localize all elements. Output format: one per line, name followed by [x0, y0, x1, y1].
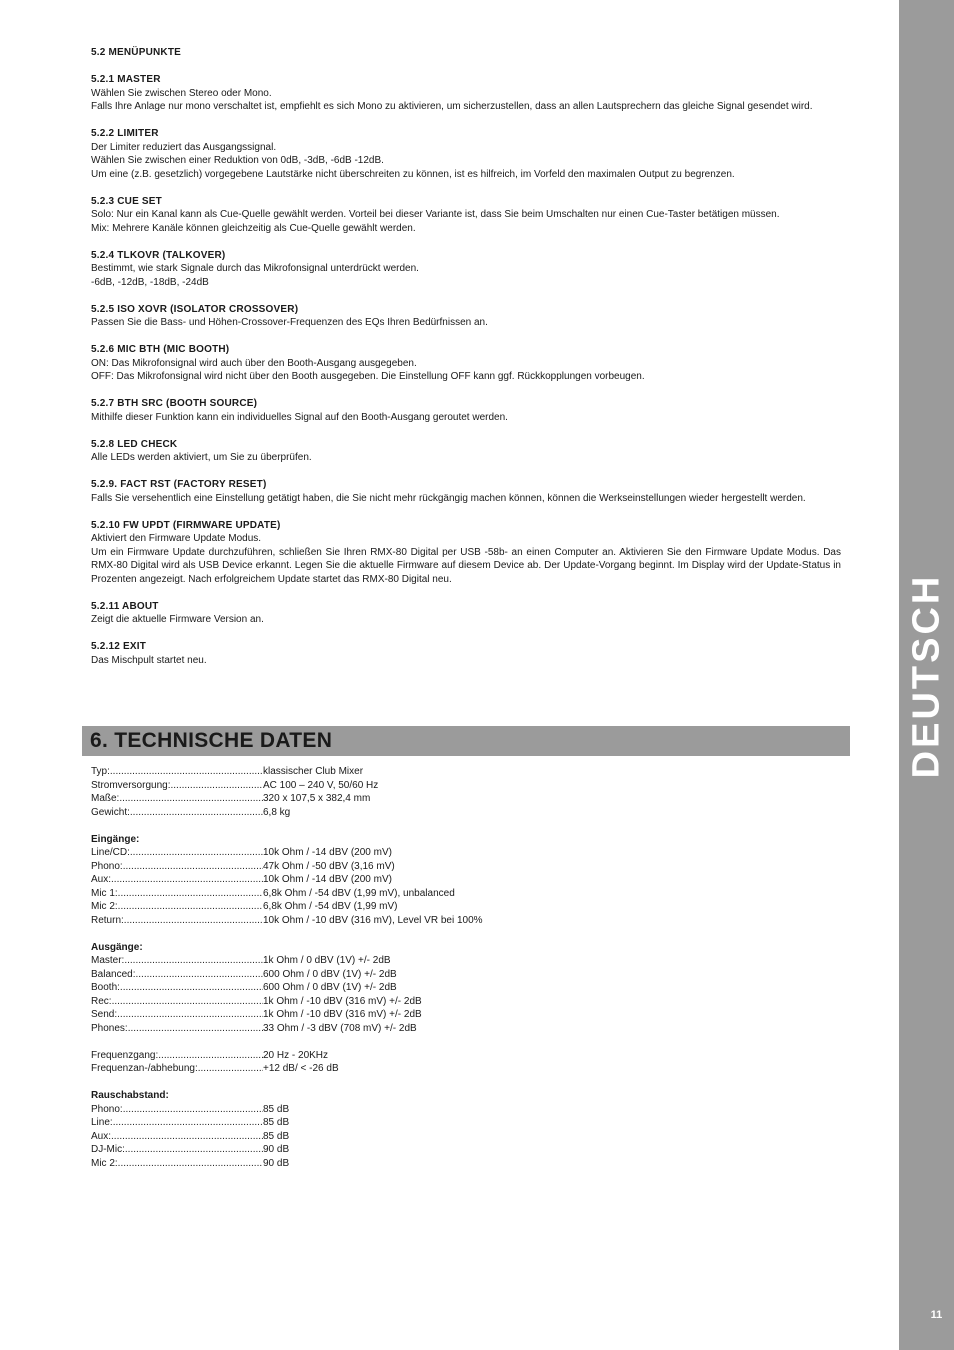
spec-row — [91, 1008, 591, 1022]
spec-list — [91, 765, 591, 1184]
spec-label: Phones: — [91, 1022, 128, 1034]
section-text: Falls Ihre Anlage nur mono verschaltet ist, empfiehlt es sich Mono zu aktivieren, um sicherzustellen, dass an allen Lautsprechern das gleiche Signal gesendet wird. — [91, 101, 813, 112]
spec-label-cell — [91, 1157, 263, 1171]
spec-value: 1k Ohm / -10 dBV (316 mV) +/- 2dB — [263, 995, 422, 1007]
spec-label-cell — [91, 792, 263, 806]
spec-label: Rec: — [91, 995, 112, 1007]
section-text: Mithilfe dieser Funktion kann ein individuelles Signal auf den Booth-Ausgang geroutet werden. — [91, 411, 508, 423]
section-title: 5.2 MENÜPUNKTE — [91, 47, 182, 58]
spec-label-cell — [91, 968, 263, 982]
spec-label-cell — [91, 900, 263, 914]
spec-value: 1k Ohm / 0 dBV (1V) +/- 2dB — [263, 955, 391, 966]
section-text: Um eine (z.B. gesetzlich) vorgegebene Lautstärke nicht überschreiten zu können, ist es hilfreich, im Vorfeld den maximalen Output zu begrenzen. — [91, 168, 735, 180]
spec-label-cell — [91, 914, 263, 928]
language-sidebar — [899, 0, 954, 1350]
spec-label: Phono: — [91, 860, 123, 872]
section-text: Alle LEDs werden aktiviert, um Sie zu überprüfen. — [91, 452, 312, 463]
section-title: 5.2.4 TLKOVR (TALKOVER) — [91, 249, 226, 261]
menu-section — [91, 249, 841, 290]
spec-label-cell — [91, 860, 263, 874]
spec-label: Mic 1: — [91, 887, 118, 899]
spec-label: Phono: — [91, 1103, 123, 1115]
spec-value: 1k Ohm / -10 dBV (316 mV) +/- 2dB — [263, 1009, 422, 1020]
spec-row — [91, 1130, 591, 1144]
section-text: Das Mischpult startet neu. — [91, 654, 207, 666]
section-text: Um ein Firmware Update durchzuführen, schließen Sie Ihren RMX-80 Digital per USB -58b- an einen Computer an. Aktivieren Sie den Firmware Update Modus. Das RMX-80 Digital wird als USB Device erkannt. Legen Sie die aktuelle Firmware auf diesem Device ab. Der Update-Vorgang beginnt. Im Display wird der Update-Status in Prozenten angezeigt. Nach erfolgreichem Update startet das RMX-80 Digital neu. — [91, 546, 841, 585]
spec-row — [91, 1062, 591, 1076]
spec-label-cell — [91, 806, 263, 820]
spec-value: 47k Ohm / -50 dBV (3,16 mV) — [263, 860, 395, 872]
spec-row — [91, 860, 591, 874]
spec-label: Line/CD: — [91, 847, 130, 858]
section-text: Wählen Sie zwischen einer Reduktion von 0dB, -3dB, -6dB -12dB. — [91, 155, 384, 166]
spec-value: 90 dB — [263, 1144, 290, 1155]
menu-section — [91, 343, 841, 384]
spec-label-cell — [91, 765, 263, 779]
menu-sections — [91, 46, 841, 681]
spec-value: 33 Ohm / -3 dBV (708 mV) +/- 2dB — [263, 1022, 417, 1034]
spec-label: Send: — [91, 1009, 118, 1020]
spec-row — [91, 779, 591, 793]
dot-leader — [124, 954, 263, 968]
spec-label: Balanced: — [91, 968, 136, 980]
dot-leader — [128, 1022, 263, 1036]
spec-label: Master: — [91, 955, 125, 966]
menu-section — [91, 127, 841, 181]
section-title: 5.2.8 LED CHECK — [91, 438, 178, 450]
spec-label-cell — [91, 1008, 263, 1022]
section-text: Passen Sie die Bass- und Höhen-Crossover-Frequenzen des EQs Ihren Bedürfnissen an. — [91, 317, 488, 328]
spec-label: Aux: — [91, 1130, 112, 1142]
spec-value: 10k Ohm / -14 dBV (200 mV) — [263, 847, 392, 858]
section-text: OFF: Das Mikrofonsignal wird nicht über den Booth ausgegeben. Die Einstellung OFF kann ggf. Rückkopplungen vorbeugen. — [91, 371, 645, 382]
dot-leader — [111, 1130, 263, 1144]
spec-row — [91, 792, 591, 806]
spec-label: Mic 2: — [91, 901, 118, 912]
section-text: -6dB, -12dB, -18dB, -24dB — [91, 276, 209, 288]
spec-label: Frequenzgang: — [91, 1049, 159, 1061]
menu-section — [91, 397, 841, 424]
spec-value: 10k Ohm / -10 dBV (316 mV), Level VR bei 100% — [263, 914, 483, 926]
spec-group — [91, 765, 591, 819]
spec-label: Line: — [91, 1117, 113, 1128]
dot-leader — [119, 792, 263, 806]
spec-value: 20 Hz - 20KHz — [263, 1049, 329, 1061]
section-text: ON: Das Mikrofonsignal wird auch über den Booth-Ausgang ausgegeben. — [91, 357, 417, 369]
dot-leader — [123, 860, 263, 874]
spec-value: 600 Ohm / 0 dBV (1V) +/- 2dB — [263, 982, 397, 993]
section-title: 5.2.10 FW UPDT (FIRMWARE UPDATE) — [91, 519, 281, 531]
dot-leader — [125, 1143, 263, 1157]
spec-value: AC 100 – 240 V, 50/60 Hz — [263, 779, 379, 791]
spec-label-cell — [91, 887, 263, 901]
spec-value: 600 Ohm / 0 dBV (1V) +/- 2dB — [263, 968, 397, 980]
spec-row — [91, 1022, 591, 1036]
spec-label-cell — [91, 1116, 263, 1130]
menu-section — [91, 195, 841, 236]
dot-leader — [124, 914, 263, 928]
spec-row — [91, 1116, 591, 1130]
spec-group-heading: Eingänge: — [91, 833, 140, 845]
menu-section — [91, 600, 841, 627]
menu-section — [91, 303, 841, 330]
spec-row — [91, 954, 591, 968]
spec-row — [91, 1143, 591, 1157]
dot-leader — [110, 765, 263, 779]
spec-label: Aux: — [91, 874, 112, 885]
section-title: 5.2.11 ABOUT — [91, 600, 159, 612]
dot-leader — [118, 887, 263, 901]
dot-leader — [135, 968, 263, 982]
spec-group-heading: Ausgänge: — [91, 941, 143, 953]
menu-section — [91, 478, 841, 505]
menu-section — [91, 519, 841, 587]
spec-label-cell — [91, 954, 263, 968]
dot-leader — [170, 779, 263, 793]
spec-label-cell — [91, 846, 263, 860]
section-text: Falls Sie versehentlich eine Einstellung getätigt haben, die Sie nicht mehr rückgängig machen können, können die Werkseinstellungen wieder hergestellt werden. — [91, 492, 806, 504]
spec-row — [91, 846, 591, 860]
spec-value: 6,8k Ohm / -54 dBV (1,99 mV), unbalanced — [263, 887, 455, 899]
dot-leader — [158, 1049, 263, 1063]
section-heading-band — [82, 726, 850, 756]
section-title: 5.2.6 MIC BTH (MIC BOOTH) — [91, 344, 230, 355]
spec-value: 85 dB — [263, 1117, 290, 1128]
dot-leader — [130, 806, 263, 820]
page-number: 11 — [930, 1309, 943, 1321]
menu-section — [91, 73, 841, 114]
spec-group — [91, 1049, 591, 1076]
spec-group-heading: Rauschabstand: — [91, 1090, 169, 1101]
spec-group — [91, 833, 591, 928]
spec-label-cell — [91, 779, 263, 793]
section-text: Der Limiter reduziert das Ausgangssignal. — [91, 141, 277, 153]
section-title: 5.2.12 EXIT — [91, 641, 147, 652]
spec-label: Return: — [91, 914, 124, 926]
spec-row — [91, 995, 591, 1009]
spec-group — [91, 1089, 591, 1170]
spec-value: klassischer Club Mixer — [263, 766, 364, 777]
dot-leader — [130, 846, 263, 860]
dot-leader — [113, 1116, 263, 1130]
dot-leader — [198, 1062, 263, 1076]
dot-leader — [111, 873, 263, 887]
spec-label-cell — [91, 1062, 263, 1076]
spec-row — [91, 968, 591, 982]
spec-value: 85 dB — [263, 1103, 290, 1115]
spec-value: 6,8k Ohm / -54 dBV (1,99 mV) — [263, 901, 398, 912]
spec-row — [91, 887, 591, 901]
spec-label-cell — [91, 873, 263, 887]
section-heading-technical-data: 6. TECHNISCHE DATEN — [90, 729, 333, 752]
spec-label-cell — [91, 1022, 263, 1036]
dot-leader — [118, 1157, 263, 1171]
menu-section — [91, 640, 841, 667]
spec-row — [91, 873, 591, 887]
section-title: 5.2.2 LIMITER — [91, 128, 159, 139]
section-title: 5.2.9. FACT RST (FACTORY RESET) — [91, 479, 267, 490]
spec-value: 85 dB — [263, 1130, 290, 1142]
spec-row — [91, 806, 591, 820]
section-text: Wählen Sie zwischen Stereo oder Mono. — [91, 87, 272, 99]
spec-row — [91, 981, 591, 995]
section-text: Zeigt die aktuelle Firmware Version an. — [91, 614, 264, 625]
spec-value: +12 dB/ < -26 dB — [263, 1063, 339, 1074]
dot-leader — [112, 995, 263, 1009]
spec-label: Frequenzan-/abhebung: — [91, 1063, 198, 1074]
section-text: Mix: Mehrere Kanäle können gleichzeitig als Cue-Quelle gewählt werden. — [91, 222, 416, 234]
spec-label-cell — [91, 1130, 263, 1144]
dot-leader — [118, 900, 263, 914]
spec-label: Gewicht: — [91, 806, 130, 818]
spec-row — [91, 914, 591, 928]
section-title: 5.2.1 MASTER — [91, 74, 161, 85]
spec-row — [91, 900, 591, 914]
section-text: Bestimmt, wie stark Signale durch das Mikrofonsignal unterdrückt werden. — [91, 263, 419, 274]
dot-leader — [120, 981, 263, 995]
spec-label-cell — [91, 995, 263, 1009]
spec-label: Maße: — [91, 793, 120, 804]
spec-group — [91, 941, 591, 1036]
spec-label-cell — [91, 1103, 263, 1117]
dot-leader — [123, 1103, 263, 1117]
spec-row — [91, 1157, 591, 1171]
spec-label: Booth: — [91, 982, 120, 993]
menu-section — [91, 46, 841, 60]
spec-label-cell — [91, 1049, 263, 1063]
spec-label: Mic 2: — [91, 1157, 118, 1169]
language-label: DEUTSCH — [905, 573, 947, 779]
spec-row — [91, 765, 591, 779]
menu-section — [91, 438, 841, 465]
spec-label: Typ: — [91, 766, 110, 777]
spec-row — [91, 1049, 591, 1063]
spec-label-cell — [91, 981, 263, 995]
spec-row — [91, 1103, 591, 1117]
section-text: Solo: Nur ein Kanal kann als Cue-Quelle gewählt werden. Vorteil bei dieser Variante ist, dass Sie beim Umschalten nur einen Cue-Taster betätigen müssen. — [91, 209, 780, 220]
spec-value: 90 dB — [263, 1157, 290, 1169]
section-text: Aktiviert den Firmware Update Modus. — [91, 533, 262, 544]
dot-leader — [117, 1008, 263, 1022]
spec-value: 10k Ohm / -14 dBV (200 mV) — [263, 874, 392, 885]
spec-label-cell — [91, 1143, 263, 1157]
spec-label: DJ-Mic: — [91, 1144, 125, 1155]
spec-value: 6,8 kg — [263, 806, 291, 818]
section-title: 5.2.5 ISO XOVR (ISOLATOR CROSSOVER) — [91, 303, 299, 315]
section-title: 5.2.7 BTH SRC (BOOTH SOURCE) — [91, 398, 258, 409]
spec-label: Stromversorgung: — [91, 779, 171, 791]
section-title: 5.2.3 CUE SET — [91, 195, 162, 207]
spec-value: 320 x 107,5 x 382,4 mm — [263, 793, 371, 804]
